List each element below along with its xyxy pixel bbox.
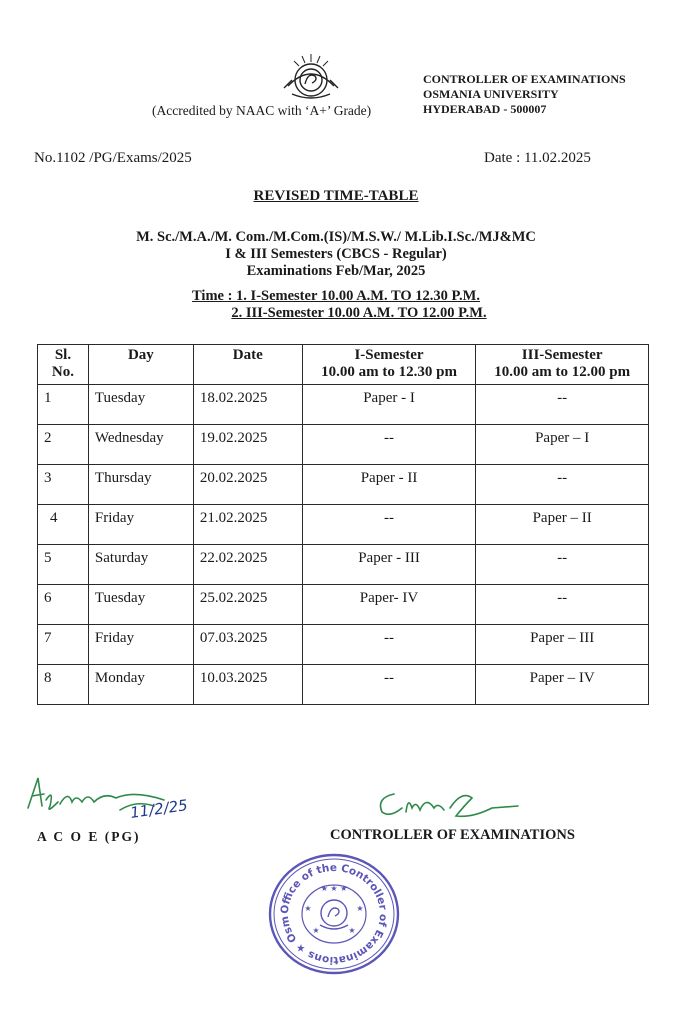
cell-sl: 4 xyxy=(38,505,89,545)
controller-signature-icon xyxy=(372,786,522,826)
page-title: REVISED TIME-TABLE xyxy=(253,188,419,204)
cell-day: Thursday xyxy=(88,465,193,505)
header-sem3-line: 10.00 am to 12.00 pm xyxy=(494,364,631,380)
cell-date: 19.02.2025 xyxy=(193,425,302,465)
cell-sem1: -- xyxy=(302,505,476,545)
office-line: HYDERABAD - 500007 xyxy=(423,102,547,116)
header-date: Date xyxy=(193,345,302,385)
cell-sem3: Paper – II xyxy=(476,505,649,545)
acoe-title: A C O E (PG) xyxy=(37,829,141,844)
cell-date: 20.02.2025 xyxy=(193,465,302,505)
seal-text: Office of the Controller of Examinations ★ Osm xyxy=(278,861,390,967)
svg-text:Office of the Controller of Ex xyxy=(266,851,389,966)
cell-sl: 5 xyxy=(38,545,89,585)
course-details xyxy=(0,229,672,280)
header-sem1-line: I-Semester xyxy=(354,347,424,363)
cell-sem3: Paper – IV xyxy=(476,665,649,705)
header-day: Day xyxy=(88,345,193,385)
cell-sem3: -- xyxy=(476,385,649,425)
controller-title: CONTROLLER OF EXAMINATIONS xyxy=(330,827,575,843)
cell-day: Tuesday xyxy=(88,585,193,625)
office-line: CONTROLLER OF EXAMINATIONS xyxy=(423,72,626,86)
timing-line: Time : 1. I-Semester 10.00 A.M. TO 12.30 P.M. xyxy=(192,288,480,304)
svg-text:★: ★ xyxy=(356,904,364,913)
cell-sl: 6 xyxy=(38,585,89,625)
accreditation-text: (Accredited by NAAC with ‘A+’ Grade) xyxy=(152,103,372,118)
cell-date: 07.03.2025 xyxy=(193,625,302,665)
office-address xyxy=(423,72,626,117)
university-seal-icon xyxy=(266,851,402,977)
cell-sl: 7 xyxy=(38,625,89,665)
svg-text:★: ★ xyxy=(348,926,356,935)
cell-day: Saturday xyxy=(88,545,193,585)
course-line: M. Sc./M.A./M. Com./M.Com.(IS)/M.S.W./ M.Lib.I.Sc./MJ&MC xyxy=(136,229,536,245)
course-line: I & III Semesters (CBCS - Regular) xyxy=(225,246,447,262)
table-row xyxy=(38,385,649,425)
header-sl-line: No. xyxy=(51,364,74,380)
header-sem3 xyxy=(476,345,649,385)
svg-text:★ ★ ★: ★ ★ ★ xyxy=(320,884,348,893)
header-sem3-line: III-Semester xyxy=(521,347,603,363)
header-sem1-line: 10.00 am to 12.30 pm xyxy=(321,364,457,380)
cell-sem1: Paper- IV xyxy=(302,585,476,625)
signature-date: 11/2/25 xyxy=(129,796,189,822)
cell-day: Friday xyxy=(88,625,193,665)
cell-sem1: -- xyxy=(302,665,476,705)
cell-sem3: -- xyxy=(476,545,649,585)
cell-sem1: Paper - II xyxy=(302,465,476,505)
cell-sl: 8 xyxy=(38,665,89,705)
issue-date: Date : 11.02.2025 xyxy=(484,150,591,166)
cell-sem1: -- xyxy=(302,425,476,465)
cell-sem3: -- xyxy=(476,585,649,625)
table-row xyxy=(38,505,649,545)
cell-day: Monday xyxy=(88,665,193,705)
header-sl-no xyxy=(38,345,89,385)
cell-day: Friday xyxy=(88,505,193,545)
cell-date: 25.02.2025 xyxy=(193,585,302,625)
cell-sem3: Paper – I xyxy=(476,425,649,465)
cell-date: 22.02.2025 xyxy=(193,545,302,585)
cell-date: 18.02.2025 xyxy=(193,385,302,425)
table-row xyxy=(38,585,649,625)
table-row xyxy=(38,545,649,585)
cell-sem1: Paper - III xyxy=(302,545,476,585)
table-row xyxy=(38,665,649,705)
office-line: OSMANIA UNIVERSITY xyxy=(423,87,559,101)
table-row xyxy=(38,425,649,465)
svg-text:★: ★ xyxy=(312,926,320,935)
table-row xyxy=(38,625,649,665)
cell-sem1: -- xyxy=(302,625,476,665)
table-row xyxy=(38,465,649,505)
cell-sem1: Paper - I xyxy=(302,385,476,425)
course-line: Examinations Feb/Mar, 2025 xyxy=(246,263,426,279)
header-sl-line: Sl. xyxy=(54,347,72,363)
exam-timings xyxy=(0,288,672,322)
timetable xyxy=(37,344,649,705)
cell-date: 10.03.2025 xyxy=(193,665,302,705)
cell-day: Wednesday xyxy=(88,425,193,465)
university-logo-icon xyxy=(278,50,344,104)
cell-day: Tuesday xyxy=(88,385,193,425)
reference-number: No.1102 /PG/Exams/2025 xyxy=(34,150,192,166)
cell-sl: 1 xyxy=(38,385,89,425)
cell-date: 21.02.2025 xyxy=(193,505,302,545)
svg-text:★: ★ xyxy=(304,904,312,913)
cell-sem3: Paper – III xyxy=(476,625,649,665)
cell-sl: 2 xyxy=(38,425,89,465)
table-header-row xyxy=(38,345,649,385)
timing-line: 2. III-Semester 10.00 A.M. TO 12.00 P.M. xyxy=(231,305,487,321)
header-sem1 xyxy=(302,345,476,385)
cell-sl: 3 xyxy=(38,465,89,505)
cell-sem3: -- xyxy=(476,465,649,505)
